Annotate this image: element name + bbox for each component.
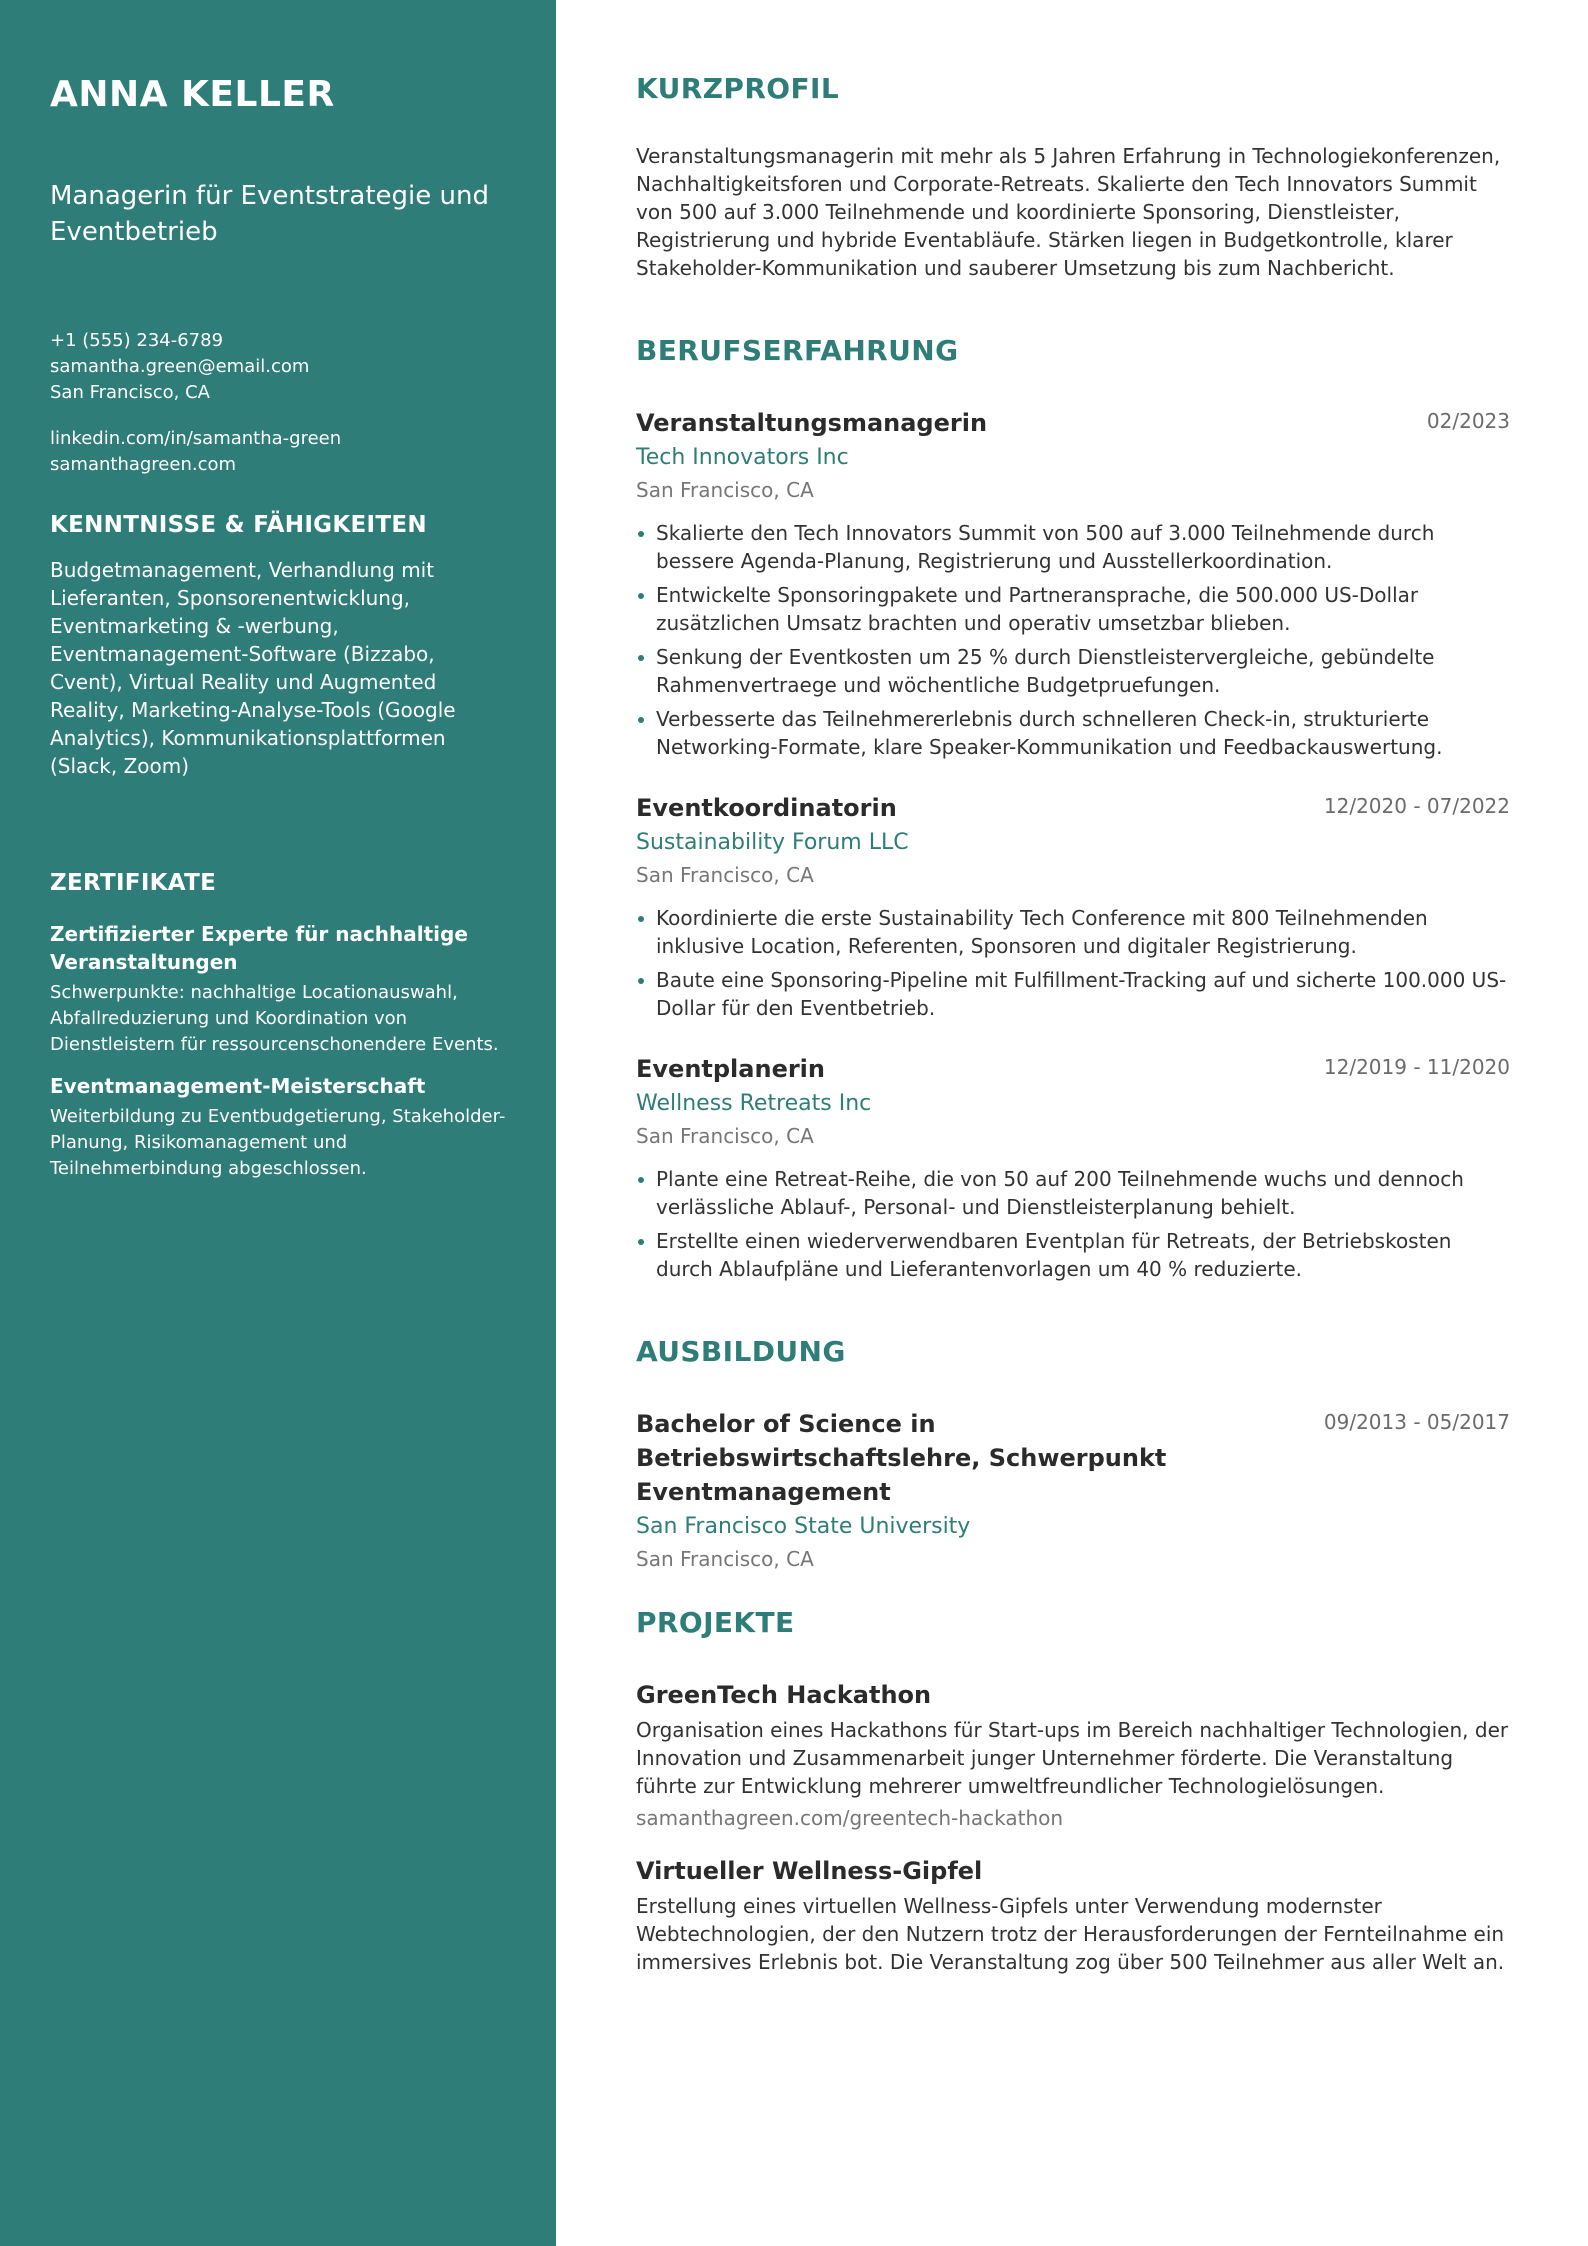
job-entry [636, 1052, 1510, 1283]
education-date: 09/2013 - 05/2017 [1323, 1410, 1510, 1434]
project-item [636, 1854, 1510, 1976]
job-header [636, 1052, 1510, 1086]
certificates-heading: ZERTIFIKATE [50, 870, 217, 896]
job-location: San Francisco, CA [636, 863, 814, 887]
job-date: 12/2020 - 07/2022 [1323, 794, 1510, 818]
job-bullets [636, 519, 1510, 761]
projects-section [636, 1604, 1510, 1976]
main-content [556, 0, 1588, 2246]
project-link[interactable]: samanthagreen.com/greentech-hackathon [636, 1806, 1064, 1830]
project-item [636, 1678, 1510, 1832]
phone[interactable]: +1 (555) 234-6789 [50, 330, 224, 351]
summary-text: Veranstaltungsmanagerin mit mehr als 5 Jahren Erfahrung in Technologiekonferenzen, Nachhaltigkeitsforen und Corporate-Retreats. Skalierte den Tech Innovators Summit von 500 auf 3.000 Teilnehmende und koordinierte Sponsoring, Dienstleister, Registrierung und hybride Eventabläufe. Stärken liegen in Budgetkontrolle, klarer Stakeholder-Kommunikation und sauberer Umsetzung bis zum Nachbericht. [636, 144, 1501, 280]
job-header [636, 791, 1510, 825]
project-name: Virtueller Wellness-Gipfel [636, 1857, 983, 1885]
education-entry [636, 1407, 1510, 1574]
certificate-item [50, 1072, 506, 1182]
job-company: Sustainability Forum LLC [636, 830, 909, 855]
experience-section [636, 332, 1510, 1283]
projects-heading: PROJEKTE [636, 1606, 795, 1639]
job-bullet: Koordinierte die erste Sustainability Tech Conference mit 800 Teilnehmenden inklusive Location, Referenten, Sponsoren und digitaler Registrierung. [636, 904, 1510, 960]
projects-list [636, 1678, 1510, 1976]
education-list [636, 1407, 1510, 1574]
job-bullet: Entwickelte Sponsoringpakete und Partneransprache, die 500.000 US-Dollar zusätzlichen Umsatz brachten und operativ umsetzbar blieben. [636, 581, 1510, 637]
job-date: 12/2019 - 11/2020 [1323, 1055, 1510, 1079]
experience-list [636, 406, 1510, 1283]
education-header [636, 1407, 1510, 1509]
contact-group-links [50, 426, 506, 478]
job-bullet: Plante eine Retreat-Reihe, die von 50 auf 200 Teilnehmende wuchs und dennoch verlässliche Ablauf-, Personal- und Dienstleisterplanung behielt. [636, 1165, 1510, 1221]
location: San Francisco, CA [50, 382, 210, 403]
headline: Managerin für Eventstrategie und Eventbetrieb [50, 181, 490, 247]
certificate-description: Schwerpunkte: nachhaltige Locationauswahl, Abfallreduzierung und Koordination von Dienstleistern für ressourcenschonendere Events. [50, 982, 499, 1055]
certificate-description: Weiterbildung zu Eventbudgetierung, Stakeholder-Planung, Risikomanagement und Teilnehmerbindung abgeschlossen. [50, 1106, 506, 1179]
skills-text: Budgetmanagement, Verhandlung mit Lieferanten, Sponsorenentwicklung, Eventmarketing & -werbung, Eventmanagement-Software (Bizzabo, Cvent), Virtual Reality und Augmented Reality, Marketing-Analyse-Tools (Google Analytics), Kommunikationsplattformen (Slack, Zoom) [50, 558, 456, 778]
skills-heading: KENNTNISSE & FÄHIGKEITEN [50, 512, 427, 538]
summary-heading: KURZPROFIL [636, 72, 840, 105]
job-date: 02/2023 [1426, 409, 1510, 433]
linkedin-link[interactable]: linkedin.com/in/samantha-green [50, 428, 342, 449]
summary-section [636, 70, 1510, 282]
job-title: Eventkoordinatorin [636, 794, 897, 822]
job-bullet: Verbesserte das Teilnehmererlebnis durch schnelleren Check-in, strukturierte Networking-Formate, klare Speaker-Kommunikation und Feedbackauswertung. [636, 705, 1510, 761]
project-name: GreenTech Hackathon [636, 1681, 932, 1709]
job-entry [636, 791, 1510, 1022]
school-location: San Francisco, CA [636, 1547, 814, 1571]
job-bullet: Erstellte einen wiederverwendbaren Eventplan für Retreats, der Betriebskosten durch Ablaufpläne und Lieferantenvorlagen um 40 % reduzierte. [636, 1227, 1510, 1283]
job-bullet: Skalierte den Tech Innovators Summit von 500 auf 3.000 Teilnehmende durch bessere Agenda-Planung, Registrierung und Ausstellerkoordination. [636, 519, 1510, 575]
certificate-name: Eventmanagement-Meisterschaft [50, 1074, 426, 1098]
job-company: Tech Innovators Inc [636, 445, 849, 470]
education-heading: AUSBILDUNG [636, 1335, 846, 1368]
candidate-name: ANNA KELLER [50, 74, 335, 115]
job-location: San Francisco, CA [636, 1124, 814, 1148]
job-header [636, 406, 1510, 440]
contact-block [50, 328, 506, 478]
job-title: Eventplanerin [636, 1055, 825, 1083]
certificate-item [50, 920, 506, 1058]
job-bullets [636, 1165, 1510, 1283]
contact-group-primary [50, 328, 506, 406]
project-description: Erstellung eines virtuellen Wellness-Gipfels unter Verwendung modernster Webtechnologien, der den Nutzern trotz der Herausforderungen der Fernteilnahme ein immersives Erlebnis bot. Die Veranstaltung zog über 500 Teilnehmer aus aller Welt an. [636, 1894, 1505, 1974]
job-company: Wellness Retreats Inc [636, 1091, 872, 1116]
job-bullet: Baute eine Sponsoring-Pipeline mit Fulfillment-Tracking auf und sicherte 100.000 US-Dollar für den Eventbetrieb. [636, 966, 1510, 1022]
school-name: San Francisco State University [636, 1514, 971, 1539]
experience-heading: BERUFSERFAHRUNG [636, 334, 959, 367]
certificate-name: Zertifizierter Experte für nachhaltige Veranstaltungen [50, 922, 468, 974]
job-title: Veranstaltungsmanagerin [636, 409, 988, 437]
website-link[interactable]: samanthagreen.com [50, 454, 237, 475]
project-description: Organisation eines Hackathons für Start-ups im Bereich nachhaltiger Technologien, der Innovation und Zusammenarbeit junger Unternehmer förderte. Die Veranstaltung führte zur Entwicklung mehrerer umweltfreundlicher Technologielösungen. [636, 1718, 1509, 1798]
education-section [636, 1333, 1510, 1574]
job-bullets [636, 904, 1510, 1022]
job-entry [636, 406, 1510, 761]
job-bullet: Senkung der Eventkosten um 25 % durch Dienstleistervergleiche, gebündelte Rahmenvertraege und wöchentliche Budgetpruefungen. [636, 643, 1510, 699]
email[interactable]: samantha.green@email.com [50, 356, 310, 377]
sidebar [0, 0, 556, 2246]
job-location: San Francisco, CA [636, 478, 814, 502]
degree-title: Bachelor of Science in Betriebswirtschaftslehre, Schwerpunkt Eventmanagement [636, 1410, 1167, 1506]
